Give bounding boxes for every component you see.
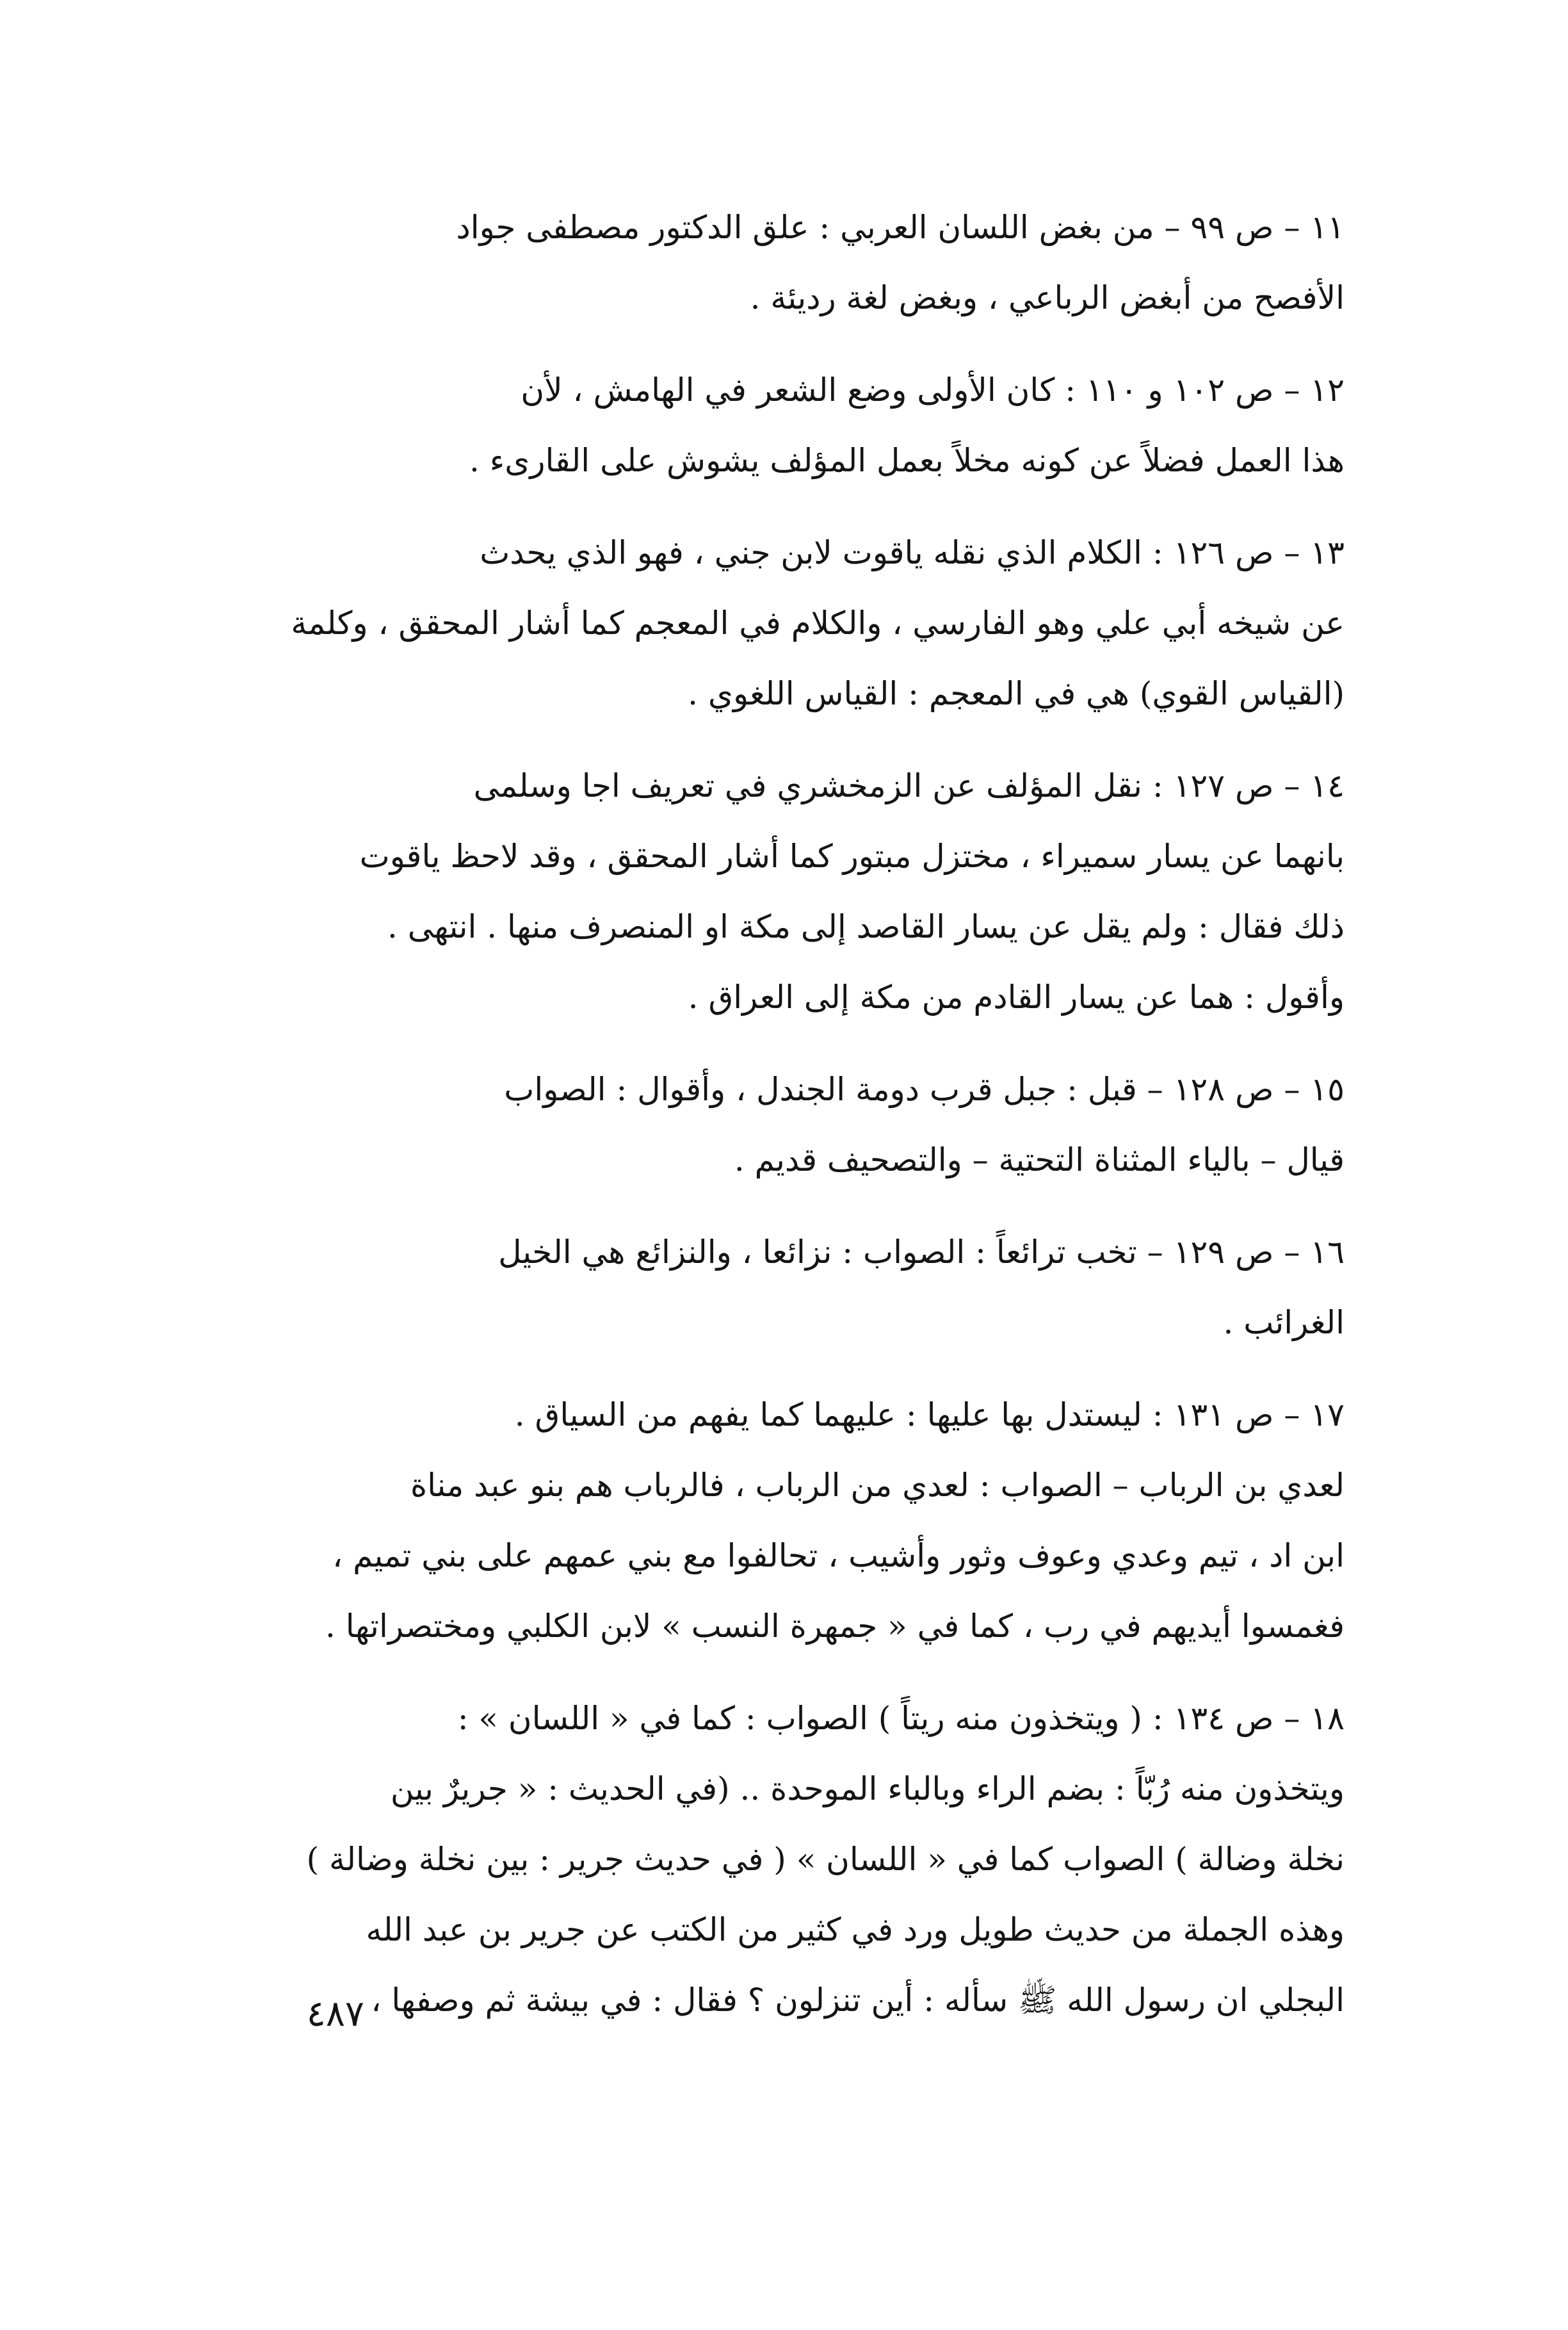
text-line: وأقول : هما عن يسار القادم من مكة إلى العراق . [688,979,1345,1016]
note-entry-13 [243,517,1345,729]
text-line: الغرائب . [1223,1304,1345,1341]
text-line: ١٤ – ص ١٢٧ : نقل المؤلف عن الزمخشري في تعريف اجا وسلمى [473,767,1345,804]
note-entry-12 [243,355,1345,496]
note-entry-17 [243,1380,1345,1661]
text-line: (القياس القوي) هي في المعجم : القياس اللغوي . [688,675,1345,712]
text-line: عن شيخه أبي علي وهو الفارسي ، والكلام في المعجم كما أشار المحقق ، وكلمة [291,605,1345,642]
text-line: ١٦ – ص ١٢٩ – تخب ترائعاً : الصواب : نزائعا ، والنزائع هي الخيل [498,1234,1345,1271]
note-entry-11 [243,192,1345,333]
text-line: ١٥ – ص ١٢٨ – قبل : جبل قرب دومة الجندل ، وأقوال : الصواب [504,1071,1345,1108]
text-line: ذلك فقال : ولم يقل عن يسار القاصد إلى مكة او المنصرف منها . انتهى . [387,908,1345,945]
text-line: ١٢ – ص ١٠٢ و ١١٠ : كان الأولى وضع الشعر في الهامش ، لأن [521,371,1345,409]
text-line: لعدي بن الرباب – الصواب : لعدي من الرباب ، فالرباب هم بنو عبد مناة [410,1467,1345,1504]
text-line: البجلي ان رسول الله ﷺ سأله : أين تنزلون ؟ فقال : في بيشة ثم وصفها ، [371,1982,1345,2019]
note-entry-14 [243,751,1345,1032]
text-line: ١٨ – ص ١٣٤ : ( ويتخذون منه ريتاً ) الصواب : كما في « اللسان » : [457,1700,1345,1737]
text-line: فغمسوا أيديهم في رب ، كما في « جمهرة النسب » لابن الكلبي ومختصراتها . [325,1608,1345,1645]
text-line: الأفصح من أبغض الرباعي ، وبغض لغة رديئة . [750,279,1345,316]
text-line: ١٧ – ص ١٣١ : ليستدل بها عليها : عليهما كما يفهم من السياق . [514,1396,1345,1433]
text-line: ١١ – ص ٩٩ – من بغض اللسان العربي : علق الدكتور مصطفى جواد [456,209,1345,246]
page-body [243,192,1345,2057]
text-line: هذا العمل فضلاً عن كونه مخلاً بعمل المؤلف يشوش على القارىء . [469,442,1345,479]
text-line: ابن اد ، تيم وعدي وعوف وثور وأشيب ، تحالفوا مع بني عمهم على بني تميم ، [332,1537,1345,1574]
note-entry-16 [243,1217,1345,1358]
text-line: ١٣ – ص ١٢٦ : الكلام الذي نقله ياقوت لابن جني ، فهو الذي يحدث [480,534,1345,571]
text-line: بانهما عن يسار سميراء ، مختزل مبتور كما أشار المحقق ، وقد لاحظ ياقوت [359,838,1345,875]
text-line: نخلة وضالة ) الصواب كما في « اللسان » ( في حديث جرير : بين نخلة وضالة ) [306,1841,1345,1878]
note-entry-15 [243,1054,1345,1195]
note-entry-18 [243,1683,1345,2035]
text-line: قيال – بالياء المثناة التحتية – والتصحيف قديم . [734,1141,1345,1178]
page-number: ٤٨٧ [306,1993,364,2035]
text-line: وهذه الجملة من حديث طويل ورد في كثير من الكتب عن جرير بن عبد الله [366,1911,1345,1948]
text-line: ويتخذون منه رُبّاً : بضم الراء وبالباء الموحدة .. (في الحديث : « جريرٌ بين [390,1770,1345,1807]
